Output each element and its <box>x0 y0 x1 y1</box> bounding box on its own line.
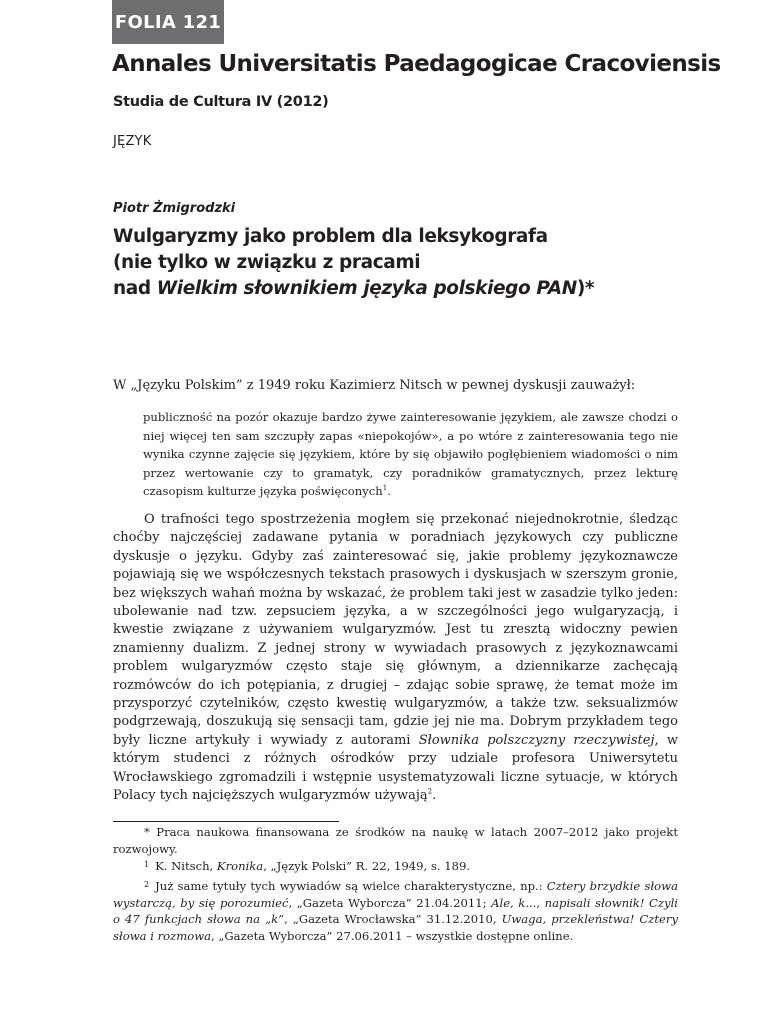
footnote-2-f: Uwaga, przekleństwa! Cztery słowa i rozmowa <box>113 912 678 943</box>
footnote-2-d: Ale, k..., napisali słownik! Czyli o 47 funkcjach słowa na „k” <box>113 895 679 926</box>
title-line-3 <box>113 276 673 302</box>
footnote-ref-2: 2 <box>427 787 433 796</box>
footnote-2 <box>113 877 678 944</box>
footnote-ref-1: 1 <box>382 484 388 493</box>
article-author: Piotr Żmigrodzki <box>113 201 236 216</box>
footnote-1-italic: Kronika <box>216 859 264 873</box>
footnote-2-b: Cztery brzydkie słowa wystarczą, by się porozumieć <box>113 879 678 910</box>
footnote-1-post: , „Język Polski” R. 22, 1949, s. 189. <box>263 859 471 873</box>
footnote-2-a: Już same tytuły tych wywiadów są wielce charakterystyczne, np.: <box>155 879 547 893</box>
title-italic: Wielkim słownikiem języka polskiego PAN <box>156 278 577 299</box>
article-title <box>113 224 673 302</box>
footnote-1-mark: 1 <box>144 860 150 869</box>
footnote-star: * Praca naukowa finansowana ze środków na naukę w latach 2007–2012 jako projekt rozwojowy. <box>113 825 678 856</box>
footnote-divider <box>113 821 339 822</box>
title-line-2: (nie tylko w związku z pracami <box>113 252 421 273</box>
footnote-2-g: , „Gazeta Wyborcza” 27.06.2011 – wszystkie dostępne online. <box>211 928 574 943</box>
footnote-2-e: , „Gazeta Wrocławska” 31.12.2010, <box>284 912 502 926</box>
block-quote: publiczność na pozór okazuje bardzo żywe zainteresowanie językiem, ale zawsze chodzi o niej więcej ten sam szczupły zapas «niepokojów», a po wtóre z zainteresowania tego nie wynika czynne zajęcie się językiem, które by się objawiło pogłębieniem wiadomości o nim przez wertowanie czy to gramatyk, czy poradników gramatycznych, przez lekturę czasopism kulturze języka poświęconych$^1$. <box>143 410 678 499</box>
title-line-1: Wulgaryzmy jako problem dla leksykografa <box>113 226 548 247</box>
quote-text: publiczność na pozór okazuje bardzo żywe zainteresowanie językiem, ale zawsze chodzi o niej więcej ten sam szczupły zapas «niepokojów», a po wtóre z zainteresowania tego nie wynika czynne zajęcie się językiem, które by się objawiło pogłębieniem wiadomości o nim przez wertowanie czy to gramatyk, czy poradników gramatycznych, przez lekturę czasopism kulturze języka poświęconych <box>143 410 678 499</box>
title-line-3-prefix: nad <box>113 278 157 299</box>
title-line-3-suffix: )* <box>576 278 595 299</box>
footnote-1-pre: K. Nitsch, <box>155 859 217 873</box>
main-paragraph: O trafności tego spostrzeżenia mogłem się przekonać niejednokrotnie, śledząc choćby najczęściej zadawane pytania w poradniach językowych czy publiczne dyskusje o języku. Gdyby zaś zainteresować się, jakie problemy językoznawcze pojawiają się we współczesnych tekstach prasowych i dyskusjach w szerszym gronie, bez większych wahań można by wskazać, że problem taki jest w zasadzie tylko jeden: ubolewanie nad tzw. zepsuciem języka, a w szczególności jego wulgaryzacją, i kwestie związane z używaniem wulgaryzmów. Jest tu zresztą widoczny pewien znamienny dualizm. Z jednej strony w wywiadach prasowych z językoznawcami problem wulgaryzmów często staje się głównym, a dziennikarze zachęcają rozmówców do ich potępiania, z drugiej – zdając sobie sprawę, że temat może im przysporzyć czytelników, często kwestię wulgaryzmów, a także tzw. seksualizmów podgrzewają, doszukują się sensacji tam, gdzie jej nie ma. Dobrym przykładem tego były liczne artykuły i wywiady z autorami Słownika polszczyzny rzeczywistej, w którym studenci z różnych ośrodków przy udziale profesora Uniwersytetu Wrocławskiego zgromadzili i wstępnie usystematyzowali liczne sytuacje, w których Polacy tych najcięższych wulgaryzmów używają$^2$. <box>113 512 679 804</box>
paragraph-text-1: O trafności tego spostrzeżenia mogłem się przekonać niejednokrotnie, śledząc choćby najczęściej zadawane pytania w poradniach językowych czy publiczne dyskusje o języku. Gdyby zaś zainteresować się, jakie problemy językoznawcze pojawiają się we współczesnych tekstach prasowych i dyskusjach w szerszym gronie, bez większych wahań można by wskazać, że problem taki jest w zasadzie tylko jeden: ubolewanie nad tzw. zepsuciem języka, a w szczególności jego wulgaryzacją, i kwestie związane z używaniem wulgaryzmów. Jest tu zresztą widoczny pewien znamienny dualizm. Z jednej strony w wywiadach prasowych z językoznawcami problem wulgaryzmów często staje się głównym, a dziennikarze zachęcają rozmówców do ich potępiania, z drugiej – zdając sobie sprawę, że temat może im przysporzyć czytelników, często kwestię wulgaryzmów, a także tzw. seksualizmów podgrzewają, doszukują się sensacji tam, gdzie jej nie ma. Dobrym przykładem tego były liczne artykuły i wywiady z autorami <box>113 512 678 748</box>
section-label: JĘZYK <box>113 134 152 149</box>
paragraph-italic: Słownika polszczyzny rzeczywistej <box>418 732 655 748</box>
footnote-2-c: , „Gazeta Wyborcza” 21.04.2011; <box>288 895 492 910</box>
footnote-2-mark: 2 <box>144 880 150 889</box>
journal-title: Annales Universitatis Paedagogicae Cracoviensis <box>112 51 721 77</box>
intro-paragraph: W „Języku Polskim” z 1949 roku Kazimierz Nitsch w pewnej dyskusji zauważył: <box>113 378 636 393</box>
series-title: Studia de Cultura IV (2012) <box>113 94 329 110</box>
paragraph-text-2: , w którym studenci z różnych ośrodków przy udziale profesora Uniwersytetu Wrocławskiego zgromadzili i wstępnie usystematyzowali liczne sytuacje, w których Polacy tych najcięższych wulgaryzmów używają <box>113 732 679 804</box>
folia-badge: FOLIA 121 <box>112 0 224 44</box>
footnote-1 <box>113 857 678 875</box>
